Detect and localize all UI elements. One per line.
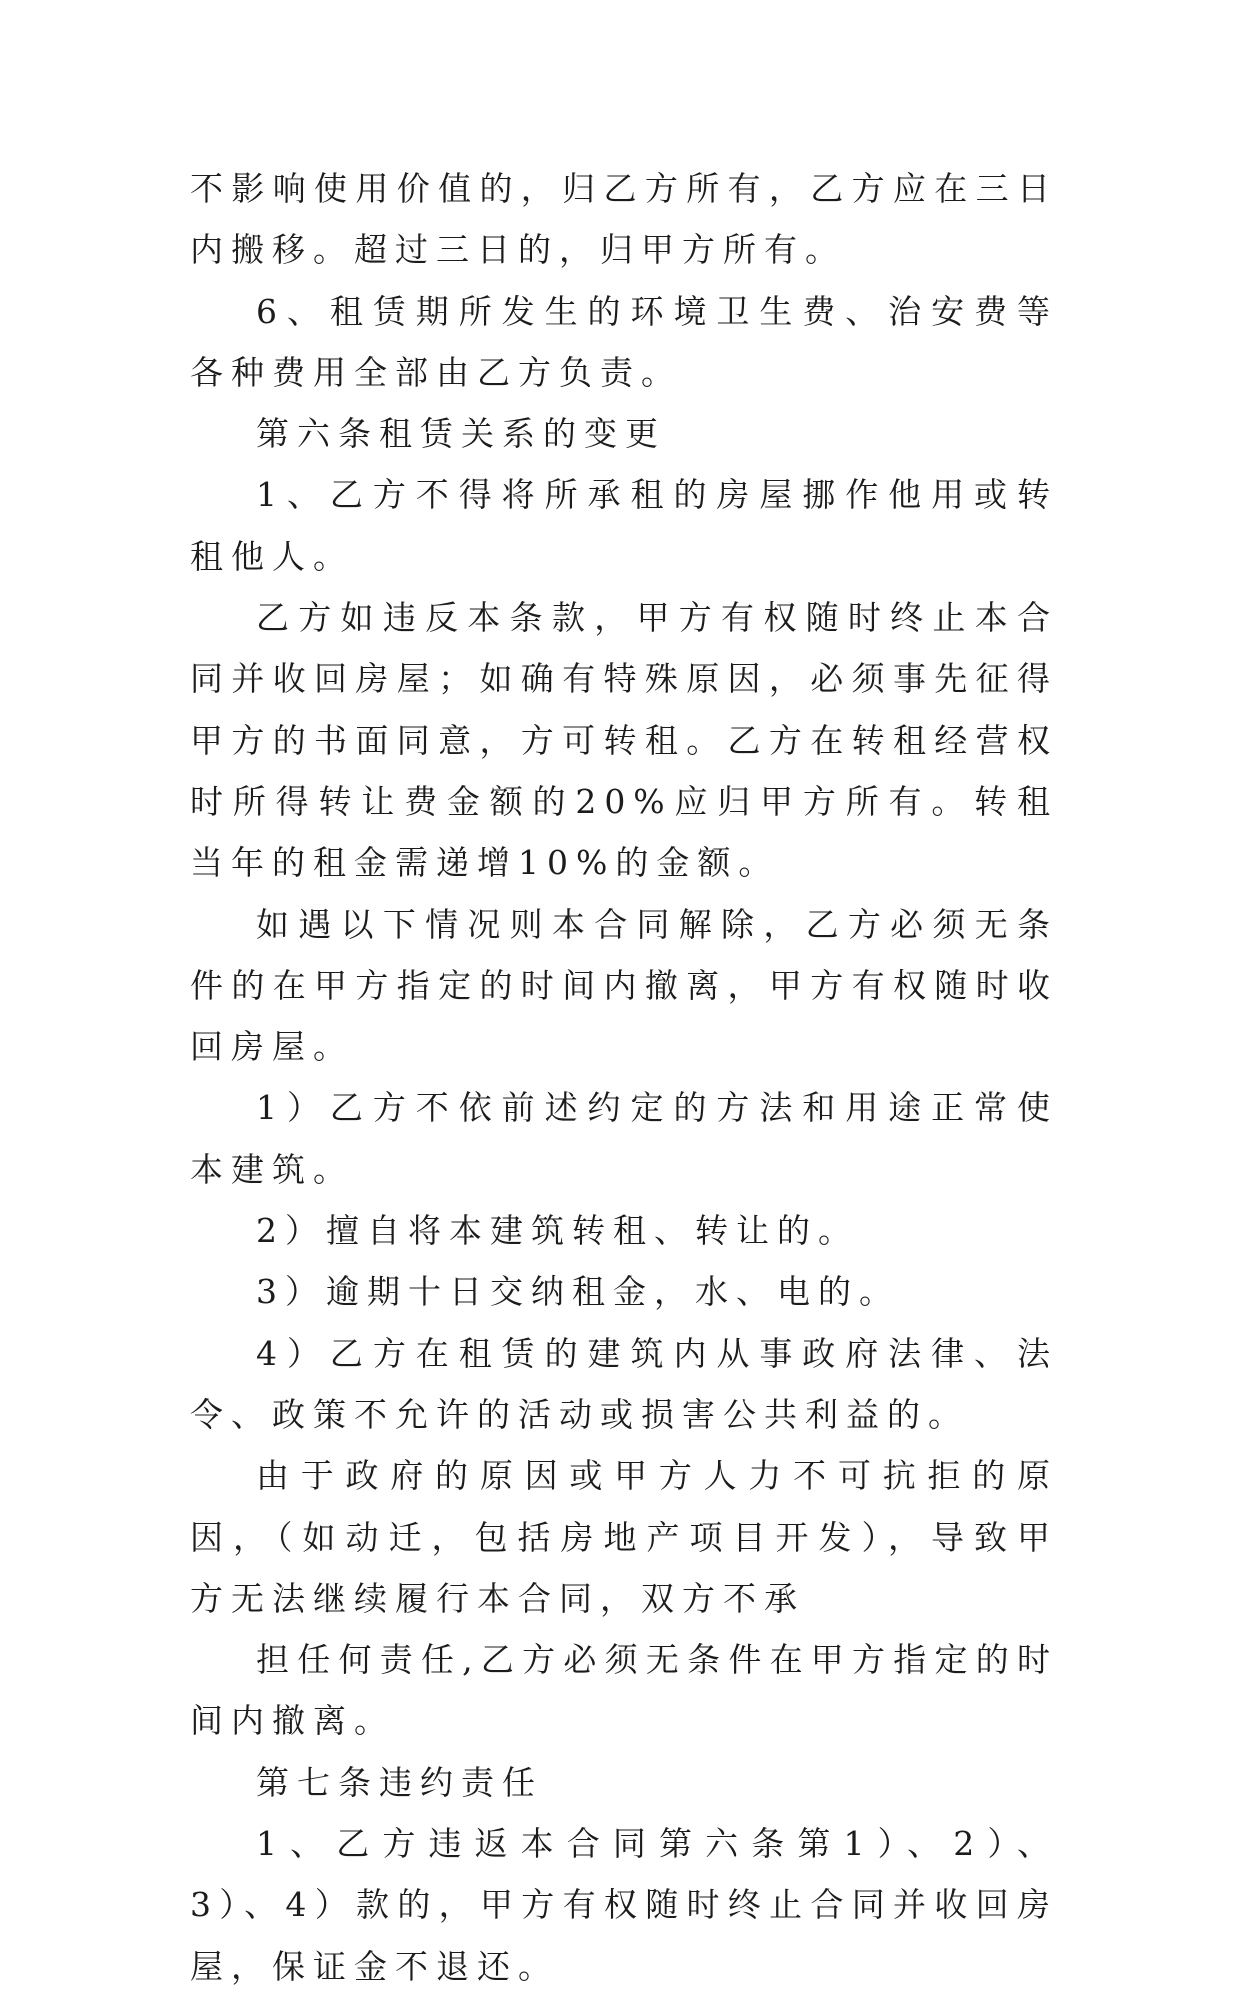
paragraph-11: 由于政府的原因或甲方人力不可抗拒的原因，（如动迁，包括房地产项目开发），导致甲方无法继续履行本合同，双方不承 bbox=[190, 1456, 1058, 1618]
paragraph-6: 如遇以下情况则本合同解除，乙方必须无条件的在甲方指定的时间内撤离，甲方有权随时收回房屋。 bbox=[190, 904, 1058, 1067]
paragraph-5: 乙方如违反本条款，甲方有权随时终止本合同并收回房屋；如确有特殊原因，必须事先征得甲方的书面同意，方可转租。乙方在转租经营权时所得转让费金额的20%应归甲方所有。转租当年的租金需递增10%的金额。 bbox=[190, 598, 1058, 883]
document-body bbox=[190, 158, 1058, 1997]
paragraph-2: 6、租赁期所发生的环境卫生费、治安费等各种费用全部由乙方负责。 bbox=[190, 291, 1058, 392]
section-heading-7: 第七条违约责任 bbox=[256, 1762, 543, 1802]
paragraph-14: 1、乙方违返本合同第六条第1）、2）、3）、4）款的，甲方有权随时终止合同并收回房屋，保证金不退还。 bbox=[190, 1824, 1058, 1986]
paragraph-1: 不影响使用价值的，归乙方所有，乙方应在三日内搬移。超过三日的，归甲方所有。 bbox=[190, 169, 1058, 270]
section-heading-6: 第六条租赁关系的变更 bbox=[256, 414, 666, 454]
list-item-2: 2）擅自将本建筑转租、转让的。 bbox=[256, 1211, 859, 1251]
paragraph-4: 1、乙方不得将所承租的房屋挪作他用或转租他人。 bbox=[190, 475, 1058, 576]
list-item-1: 1）乙方不依前述约定的方法和用途正常使本建筑。 bbox=[190, 1088, 1058, 1189]
list-item-3: 3）逾期十日交纳租金，水、电的。 bbox=[256, 1272, 900, 1312]
paragraph-12: 担任何责任,乙方必须无条件在甲方指定的时间内撤离。 bbox=[190, 1640, 1058, 1741]
list-item-4: 4）乙方在租赁的建筑内从事政府法律、法令、政策不允许的活动或损害公共利益的。 bbox=[190, 1333, 1058, 1434]
